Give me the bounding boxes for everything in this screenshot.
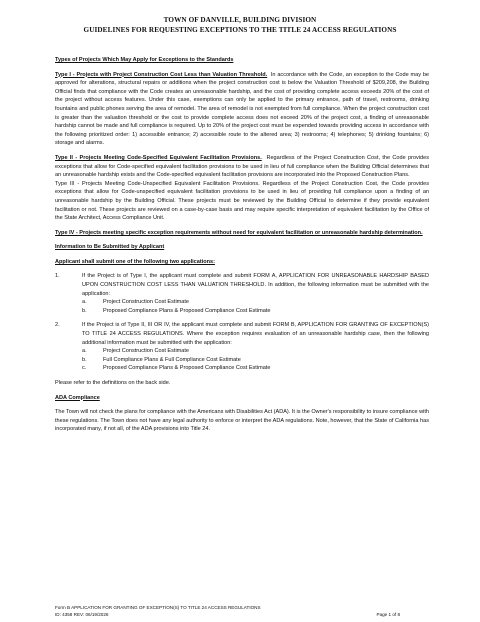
type4-title: Type IV - Projects meeting specific exception requirements without need for equivalent facilitation or unreasonable hardship determination. bbox=[55, 229, 423, 236]
list-item-text: If the Project is of Type I, the applicant must complete and submit FORM A, APPLICATION FOR UNREASONABLE HARDSHIP BASED UPON CONSTRUCTION COST LESS THAN VALUATION THRESHOLD. In addition, the following information must be submitted with the application: bbox=[82, 273, 429, 297]
sub-item bbox=[82, 298, 429, 307]
header-line-2: GUIDELINES FOR REQUESTING EXCEPTIONS TO THE TITLE 24 ACCESS REGULATIONS bbox=[83, 26, 397, 34]
footer-page-number: Page 1 of 8 bbox=[376, 611, 400, 617]
sub-item bbox=[82, 307, 429, 316]
sub-item-text: Proposed Compliance Plans & Proposed Compliance Cost Estimate bbox=[103, 365, 271, 372]
footer-id-rev: ID: 4358 REV: 06/19/2026 bbox=[55, 611, 109, 617]
sub-item-letter: c. bbox=[82, 365, 87, 372]
sub-item-text: Proposed Compliance Plans & Proposed Compliance Cost Estimate bbox=[103, 307, 271, 314]
ada-paragraph: The Town will not check the plans for compliance with the Americans with Disabilities Act (ADA). It is the Owner's responsibility to insure compliance with these regulations. The Town does not have any legal authority to enforce or interpret the ADA regulations. Note, however, that the State of California has incorporated many, if not all, of the ADA provisions into Title 24. bbox=[55, 409, 429, 433]
sub-item-letter: a. bbox=[82, 299, 87, 306]
list-item bbox=[55, 272, 429, 315]
sub-item-text: Full Compliance Plans & Full Compliance Cost Estimate bbox=[103, 356, 241, 363]
list-number: 2. bbox=[55, 322, 60, 329]
types-heading: Types of Projects Which May Apply for Exceptions to the Standards bbox=[55, 57, 234, 63]
sub-item-letter: b. bbox=[82, 307, 87, 314]
sub-item-letter: a. bbox=[82, 348, 87, 355]
type2-text: Regardless of the Project Construction Cost, the Code provides exceptions that allow for Code-specified equivalent facilitation provisions to be used in lieu of full compliance when the Building Official determines that an unreasonable hardship exists and the Code-specified equivalent facilitation provisions are incorporated into the Proposed Construction Plans. bbox=[55, 154, 429, 179]
page-footer bbox=[55, 605, 429, 618]
sub-item-letter: b. bbox=[82, 356, 87, 363]
sub-item bbox=[82, 347, 429, 356]
list-number: 1. bbox=[55, 273, 60, 280]
sub-item bbox=[82, 364, 429, 373]
document-body bbox=[55, 56, 429, 434]
type1-text: In accordance with the Code, an exception to the Code may be approved for alterations, structural repairs or additions when the project construction cost is below the Valuation Threshold of $209,208, the Building Official finds that compliance with the Code creates an unreasonable hardship, and the cost of providing complete access exceeds 20% of the cost of the project without access features. Under this case, exemptions can only be applied to the primary entrance, path of travel, restrooms, drinking fountains and public phones serving the area of remodel. The area of remodel is not exempted from full compliance. When the project construction cost is greater than the valuation threshold or the cost to provide complete access does not exceed 20% of the project cost, a finding of unreasonable hardship cannot be made and full compliance is required. Up to 20% of the project cost must be expended towards providing access in accordance with the following prioritized order: 1) accessible entrance; 2) accessible route to the altered area; 3) restrooms; 4) telephones; 5) drinking fountains; 6) storage and alarms. bbox=[55, 71, 429, 147]
sub-item bbox=[82, 356, 429, 365]
footer-form-title: Form B APPLICATION FOR GRANTING OF EXCEPTION(S) TO TITLE 24 ACCESS REGULATIONS bbox=[55, 605, 261, 610]
refer-text: Please refer to the definitions on the back side. bbox=[55, 380, 171, 386]
applicant-heading: Applicant shall submit one of the following two applications: bbox=[55, 258, 215, 265]
info-heading: Information to Be Submitted by Applicant bbox=[55, 244, 165, 251]
sub-item-text: Project Construction Cost Estimate bbox=[103, 299, 190, 306]
type2-title: Type II - Projects Meeting Code-Specified Equivalent Facilitation Provisions. bbox=[55, 154, 262, 161]
sub-item-text: Project Construction Cost Estimate bbox=[103, 348, 190, 355]
ada-heading: ADA Compliance bbox=[55, 394, 100, 401]
type2-paragraph bbox=[55, 154, 429, 180]
header-line-1: TOWN OF DANVILLE, BUILDING DIVISION bbox=[163, 16, 317, 24]
list-item-text: If the Project is of Type II, III OR IV, the applicant must complete and submit FORM B, APPLICATION FOR GRANTING OF EXCEPTION(S) TO TITLE 24 ACCESS REGULATIONS. Where the exception requires evaluation of an unreasonable hardship case, then the following additional information must be submitted with the application: bbox=[82, 322, 429, 346]
type1-paragraph bbox=[55, 71, 429, 148]
type1-title: Type I - Projects with Project Construction Cost Less than Valuation Threshold. bbox=[55, 71, 268, 78]
type3-paragraph: Type III - Projects Meeting Code-Unspecified Equivalent Facilitation Provisions. Regardless of the Project Construction Cost, the Code provides exceptions that allow for Code-unspecified equivalent facilitation provisions to be used in lieu of providing full compliance upon a finding of an unreasonable hardship by the Building Official. These projects must be reviewed by the Building Official to determine if they provide equivalent facilitation or not. These projects are reviewed on a case-by-case basis and may require specific interpretation of equivalent facilitation by the Office of the State Architect, Access Compliance Unit. bbox=[55, 180, 429, 222]
list-item bbox=[55, 321, 429, 373]
